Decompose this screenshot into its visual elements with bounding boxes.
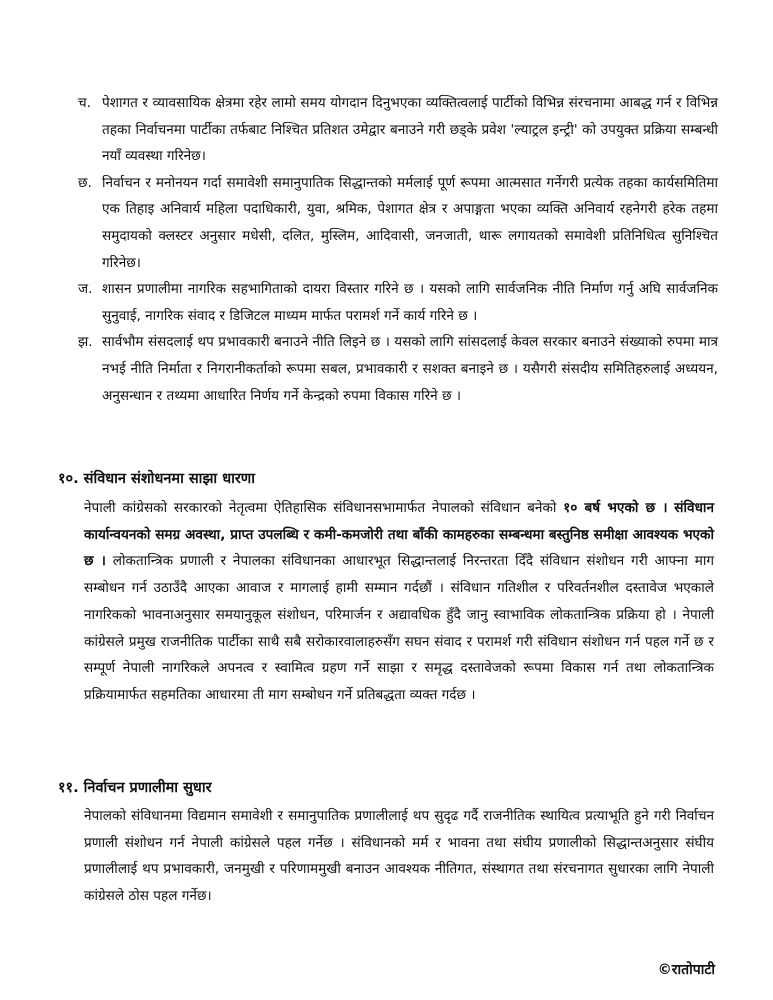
section-10-intro: नेपाली कांग्रेसको सरकारको नेतृत्वमा ऐतिहासिक संविधानसभामार्फत नेपालको संविधान बनेको [84,500,557,516]
section-10-paragraph [84,495,714,709]
list-item [78,90,718,170]
list-item-text: सार्वभौम संसदलाई थप प्रभावकारी बनाउने नीति लिइने छ । यसको लागि सांसदलाई केवल सरकार बनाउने संख्याको रुपमा मात्र नभई नीति निर्माता र निगरानीकर्ताको रूपमा सबल, प्रभावकारी र सशक्त बनाइने छ । यसैगरी संसदीय समितिहरुलाई अध्ययन, अनुसन्धान र तथ्यमा आधारित निर्णय गर्ने केन्द्रको रुपमा विकास गरिने छ । [102,334,718,404]
list-marker: छ. [78,174,92,191]
list-item [78,329,718,409]
section-10-emphasis-years: १० बर्ष भएको छ । [563,500,668,516]
list-item-text: निर्वाचन र मनोनयन गर्दा समावेशी समानुपातिक सिद्धान्तको मर्मलाई पूर्ण रूपमा आत्मसात गर्नेगरी प्रत्येक तहका कार्यसमितिमा एक तिहाइ अनिवार्य महिला पदाधिकारी, युवा, श्रमिक, पेशागत क्षेत्र र अपाङ्गता भएका व्यक्ति अनिवार्य रहनेगरी हरेक तहमा समुदायको क्लस्टर अनुसार मधेसी, दलित, मुस्लिम, आदिवासी, जनजाती, थारू लगायतको समावेशी प्रतिनिधित्व सुनिश्चित गरिनेछ। [102,174,718,271]
source-credit: ©रातोपाटी [657,962,715,978]
section-10-heading: १०. संविधान संशोधनमा साझा धारणा [58,471,256,487]
policy-list [78,90,718,409]
list-item [78,276,718,329]
list-item-text: शासन प्रणालीमा नागरिक सहभागिताको दायरा विस्तार गरिने छ । यसको लागि सार्वजनिक नीति निर्माण गर्नु अघि सार्वजनिक सुनुवाई, नागरिक संवाद र डिजिटल माध्यम मार्फत परामर्श गर्ने कार्य गरिने छ । [102,281,718,324]
section-11-heading: ११. निर्वाचन प्रणालीमा सुधार [58,780,212,796]
list-marker: च. [78,95,91,111]
list-marker: झ. [78,334,93,351]
section-10-emphasis-review: संविधान कार्यान्वयनको समग्र अवस्था, प्राप्त उपलब्धि र कमी-कमजोरी तथा बाँकी कामहरुका सम्बन्धमा बस्तुनिष्ठ समीक्षा आवश्यक भएको छ । [84,500,714,570]
section-10-body: लोकतान्त्रिक प्रणाली र नेपालका संविधानका आधारभूत सिद्धान्तलाई निरन्तरता दिँदै संविधान संशोधन गरी आफ्ना माग सम्बोधन गर्न उठाउँदै आएका आवाज र मागलाई हामी सम्मान गर्दछौं । संविधान गतिशील र परिवर्तनशील दस्तावेज भएकाले नागरिकको भावनाअनुसार समयानुकूल संशोधन, परिमार्जन र अद्यावधिक हुँदै जानु स्वाभाविक लोकतान्त्रिक प्रक्रिया हो । नेपाली कांग्रेसले प्रमुख राजनीतिक पार्टीका साथै सबै सरोकारवालाहरुसँग सघन संवाद र परामर्श गरी संविधान संशोधन गर्न पहल गर्ने छ र सम्पूर्ण नेपाली नागरिकले अपनत्व र स्वामित्व ग्रहण गर्ने साझा र समृद्ध दस्तावेजको रूपमा विकास गर्न तथा लोकतान्त्रिक प्रक्रियामार्फत सहमतिका आधारमा ती माग सम्बोधन गर्ने प्रतिबद्धता व्यक्त गर्दछ । [84,553,714,703]
list-marker: ज. [78,281,93,298]
list-item-text: पेशागत र व्यावसायिक क्षेत्रमा रहेर लामो समय योगदान दिनुभएका व्यक्तित्वलाई पार्टीको विभिन्न संरचनामा आबद्ध गर्न र विभिन्न तहका निर्वाचनमा पार्टीका तर्फबाट निश्चित प्रतिशत उमेद्वार बनाउने गरी छड्के प्रवेश 'ल्याट्रल इन्ट्री' को उपयुक्त प्रक्रिया सम्बन्धी नयाँ व्यवस्था गरिनेछ। [102,95,718,165]
section-11-paragraph: नेपालको संविधानमा विद्यमान समावेशी र समानुपातिक प्रणालीलाई थप सुदृढ गर्दै राजनीतिक स्थायित्व प्रत्याभूति हुने गरी निर्वाचन प्रणाली संशोधन गर्न नेपाली कांग्रेसले पहल गर्नेछ । संविधानको मर्म र भावना तथा संघीय प्रणालीको सिद्धान्तअनुसार संघीय प्रणालीलाई थप प्रभावकारी, जनमुखी र परिणाममुखी बनाउन आवश्यक नीतिगत, संस्थागत तथा संरचनागत सुधारका लागि नेपाली कांग्रेसले ठोस पहल गर्नेछ। [84,808,714,905]
list-item [78,170,718,276]
